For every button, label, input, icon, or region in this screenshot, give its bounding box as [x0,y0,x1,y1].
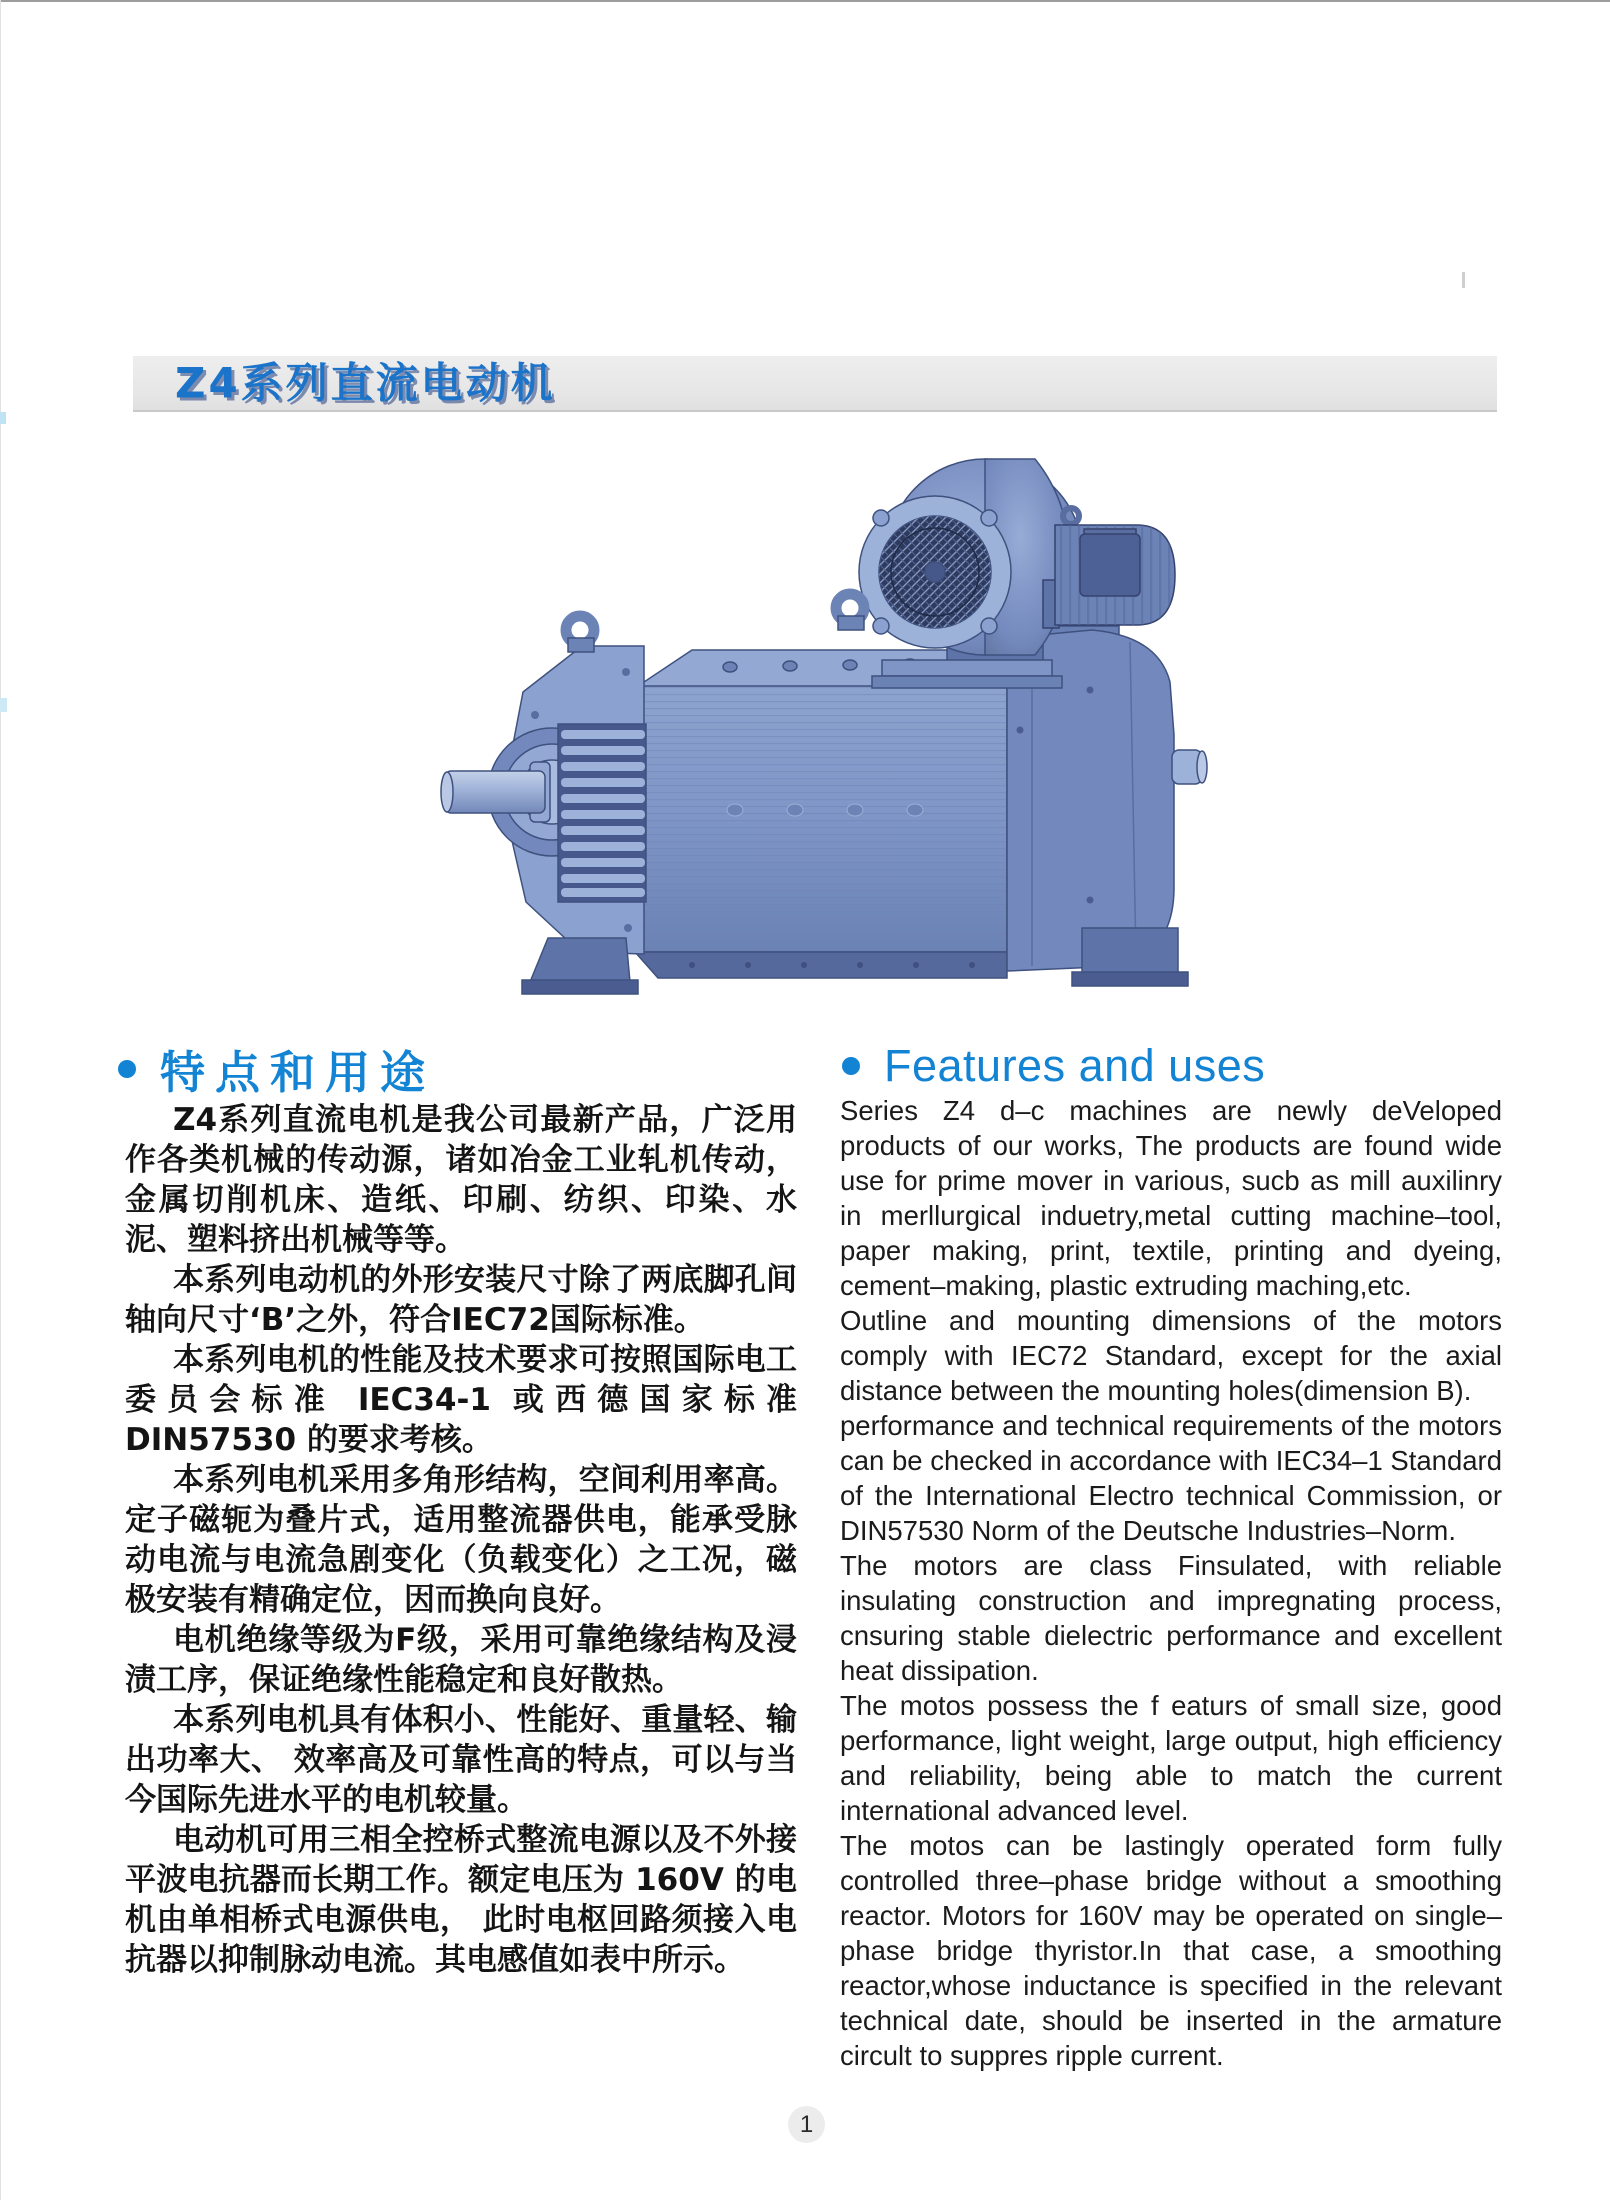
chinese-text-column [125,1100,797,1980]
paragraph-zh: 电机绝缘等级为F级，采用可靠绝缘结构及浸渍工序，保证绝缘性能稳定和良好散热。 [125,1622,797,1698]
paragraph-zh: Z4系列直流电机是我公司最新产品，广泛用作各类机械的传动源，诸如冶金工业轧机传动，金属切削机床、造纸、印刷、纺织、印染、水泥、塑料挤出机械等等。 [125,1102,797,1258]
paragraph-en: Outline and mounting dimensions of the motors comply with IEC72 Standard, except for the axial distance between the mounting holes(dimension B). [840,1305,1502,1406]
paragraph-zh: 本系列电动机的外形安装尺寸除了两底脚孔间轴向尺寸‘B’之外，符合IEC72国际标准。 [125,1262,797,1338]
paragraph-zh: 本系列电机的性能及技术要求可按照国际电工委员会标准 IEC34-1 或西德国家标准 DIN57530 的要求考核。 [125,1342,797,1458]
english-text-column [840,1093,1502,2073]
paragraph-en: The motos can be lastingly operated form fully controlled three–phase bridge without a smoothing reactor. Motors for 160V may be operated on single–phase bridge thyristor.In that case, a smoothing reactor,whose inductance is specified in the relevant technical date, should be inserted in the armature circult to suppres ripple current. [840,1830,1502,2071]
scan-left-edge [0,0,1,2200]
scan-top-edge [0,0,1610,2]
bullet-icon [118,1060,136,1078]
page-number-badge [788,2106,825,2143]
scan-artifact [1462,272,1465,288]
paragraph-en: performance and technical requirements of the motors can be checked in accordance with IEC34–1 Standard of the International Electro technical Commission, or DIN57530 Norm of the Deutsche Industries–Norm. [840,1410,1502,1546]
paragraph-zh: 本系列电机采用多角形结构，空间利用率高。定子磁轭为叠片式，适用整流器供电，能承受脉动电流与电流急剧变化（负载变化）之工况，磁极安装有精确定位，因而换向良好。 [125,1462,797,1618]
page-title: Z4系列直流电动机 [175,358,556,408]
paragraph-en: The motos possess the f eaturs of small size, good performance, light weight, large output, high efficiency and reliability, being able to match the current international advanced level. [840,1690,1502,1826]
page-number: 1 [799,2110,814,2138]
paragraph-zh: 电动机可用三相全控桥式整流电源以及不外接平波电抗器而长期工作。额定电压为 160V 的电机由单相桥式电源供电， 此时电枢回路须接入电抗器以抑制脉动电流。其电感值如表中所示。 [125,1822,797,1978]
paragraph-en: The motors are class Finsulated, with reliable insulating construction and impregnating process, cnsuring stable dielectric performance and excellent heat dissipation. [840,1550,1502,1686]
scan-artifact [0,698,7,712]
paragraph-en: Series Z4 d–c machines are newly deVeloped products of our works, The products are found wide use for prime mover in various, sucb as mill auxilinry in merllurgical induetry,metal cutting machine–tool, paper making, print, textile, printing and dyeing, cement–making, plastic extruding maching,etc. [840,1095,1502,1301]
section-heading-en-label: Features and uses [884,1040,1266,1091]
scan-artifact [0,412,6,424]
section-heading-en [842,1040,1265,1092]
bullet-icon [842,1057,860,1075]
title-bar [133,356,1497,412]
motor-photo [430,430,1220,1005]
paragraph-zh: 本系列电机具有体积小、性能好、重量轻、输出功率大、 效率高及可靠性高的特点，可以与当今国际先进水平的电机较量。 [125,1702,797,1818]
section-heading-zh-label: 特点和用途 [160,1046,436,1099]
section-heading-zh [118,1036,435,1101]
